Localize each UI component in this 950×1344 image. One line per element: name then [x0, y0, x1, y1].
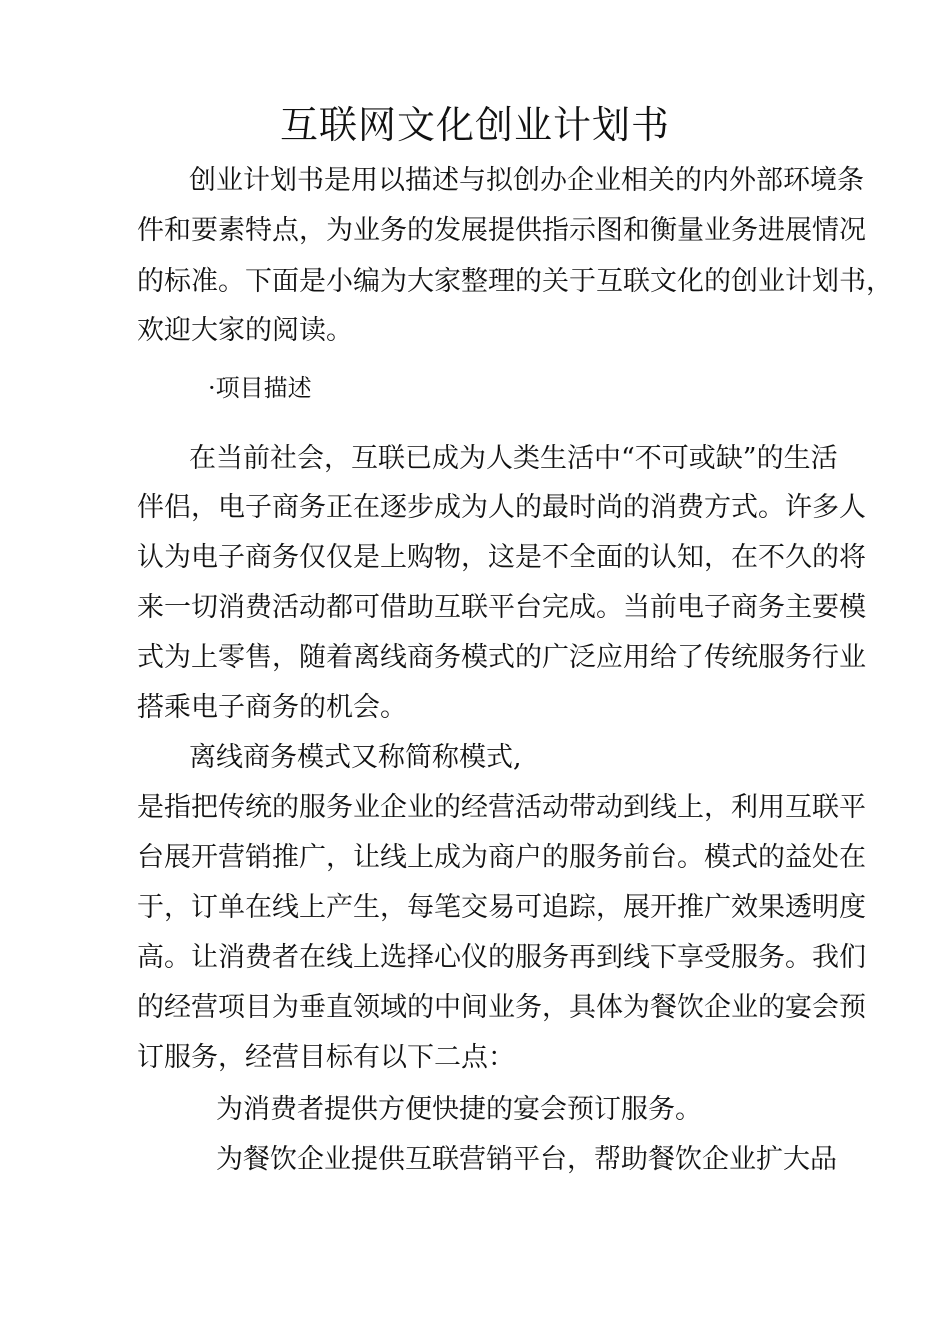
goal-item: 为餐饮企业提供互联营销平台，帮助餐饮企业扩大品 [216, 1144, 837, 1175]
intro-line: 的标准。下面是小编为大家整理的关于互联文化的创业计划书， [137, 266, 893, 297]
paragraph-intro-line: 离线商务模式又称简称模式, [189, 742, 522, 773]
paragraph-line: 台展开营销推广，让线上成为商户的服务前台。模式的益处在 [137, 842, 866, 873]
paragraph-line: 认为电子商务仅仅是上购物，这是不全面的认知，在不久的将 [137, 542, 866, 573]
paragraph-line: 于，订单在线上产生，每笔交易可追踪，展开推广效果透明度 [137, 892, 866, 923]
paragraph-line: 订服务，经营目标有以下二点： [137, 1042, 515, 1073]
intro-line: 件和要素特点，为业务的发展提供指示图和衡量业务进展情况 [137, 215, 866, 246]
paragraph-line: 是指把传统的服务业企业的经营活动带动到线上，利用互联平 [137, 792, 866, 823]
paragraph-line: 伴侣，电子商务正在逐步成为人的最时尚的消费方式。许多人 [137, 492, 866, 523]
intro-line: 欢迎大家的阅读。 [137, 315, 353, 346]
paragraph-line: 来一切消费活动都可借助互联平台完成。当前电子商务主要模 [137, 592, 866, 623]
document-title: 互联网文化创业计划书 [279, 103, 670, 147]
paragraph-line: 搭乘电子商务的机会。 [137, 692, 407, 723]
paragraph-line: 的经营项目为垂直领域的中间业务，具体为餐饮企业的宴会预 [137, 992, 866, 1023]
intro-line: 创业计划书是用以描述与拟创办企业相关的内外部环境条 [189, 165, 864, 196]
paragraph-line: 式为上零售，随着离线商务模式的广泛应用给了传统服务行业 [137, 642, 866, 673]
goal-item: 为消费者提供方便快捷的宴会预订服务。 [216, 1094, 702, 1125]
section-heading: ·项目描述 [208, 374, 312, 402]
paragraph-line: 高。让消费者在线上选择心仪的服务再到线下享受服务。我们 [137, 942, 866, 973]
paragraph-line: 在当前社会，互联已成为人类生活中“不可或缺”的生活 [189, 443, 838, 474]
